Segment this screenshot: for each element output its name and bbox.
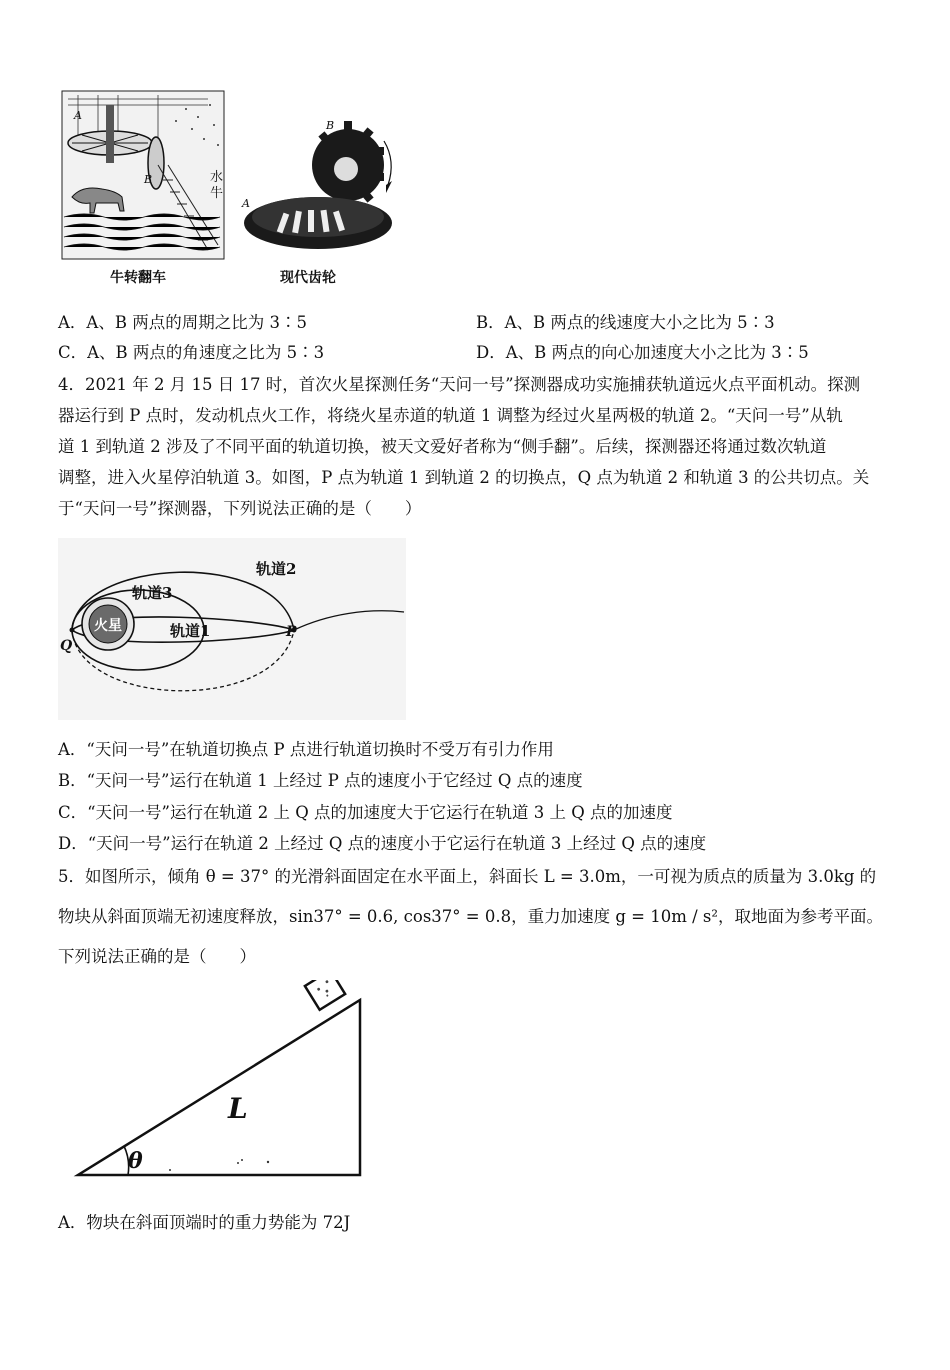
q4-option-c: C．“天问一号”运行在轨道 2 上 Q 点的加速度大于它运行在轨道 3 上 Q 点的加速度: [58, 803, 673, 822]
mars-label: 火星: [94, 618, 122, 634]
q5-incline-diagram: [70, 980, 370, 1180]
q4-stem-line-5: 于“天问一号”探测器，下列说法正确的是（ ）: [58, 499, 422, 518]
q4-stem-line-2: 器运行到 P 点时，发动机点火工作，将绕火星赤道的轨道 1 调整为经过火星两极的轨道 2。“天问一号”从轨: [58, 406, 843, 425]
q4-option-a: A．“天问一号”在轨道切换点 P 点进行轨道切换时不受万有引力作用: [58, 740, 554, 759]
niu-label: 牛: [210, 186, 224, 201]
orbit-1-label: 轨道1: [170, 622, 211, 640]
orbit-2-label: 轨道2: [256, 560, 297, 578]
q4-stem-line-1: 4．2021 年 2 月 15 日 17 时，首次火星探测任务“天问一号”探测器成功实施捕获轨道远火点平面机动。探测: [58, 375, 861, 394]
q4-stem-line-3: 道 1 到轨道 2 涉及了不同平面的轨道切换，被天文爱好者称为“侧手翻”。后续，探测器还将通过数次轨道: [58, 437, 827, 456]
orbit-3-label: 轨道3: [132, 584, 173, 602]
q5-option-a: A．物块在斜面顶端时的重力势能为 72J: [58, 1213, 351, 1232]
q4-orbit-diagram: [58, 538, 406, 720]
ox-water-wheel-caption: 牛转翻车: [110, 270, 166, 286]
sliding-block: [305, 980, 345, 1010]
q4-stem-line-4: 调整，进入火星停泊轨道 3。如图，P 点为轨道 1 到轨道 2 的切换点，Q 点为轨道 2 和轨道 3 的公共切点。关: [58, 468, 870, 487]
ox-water-wheel-illustration: [58, 85, 228, 295]
q5-stem-line-1: 5．如图所示，倾角 θ = 37° 的光滑斜面固定在水平面上，斜面长 L = 3.0m，一可视为质点的质量为 3.0kg 的: [58, 867, 877, 886]
modern-gears-illustration: [236, 85, 398, 295]
q4-option-d: D．“天问一号”运行在轨道 2 上经过 Q 点的速度小于它运行在轨道 3 上经过 Q 点的速度: [58, 834, 707, 853]
incline-triangle: [78, 1000, 360, 1175]
q4-option-b: B．“天问一号”运行在轨道 1 上经过 P 点的速度小于它经过 Q 点的速度: [58, 771, 583, 790]
q3-figure: [58, 85, 398, 295]
gear-point-a-label: A: [74, 109, 82, 122]
shui-label: 水: [210, 170, 224, 185]
gear-point-b-label: B: [144, 173, 153, 186]
incline-length-label: L: [228, 1092, 248, 1125]
q5-stem-line-3: 下列说法正确的是（ ）: [58, 947, 256, 966]
modern-gears-caption: 现代齿轮: [280, 270, 336, 286]
q3-option-a: A．A、B 两点的周期之比为 3∶5: [58, 313, 307, 332]
q3-option-b: B．A、B 两点的线速度大小之比为 5∶3: [476, 313, 775, 332]
q3-option-c: C．A、B 两点的角速度之比为 5∶3: [58, 343, 325, 362]
incline-angle-label: θ: [128, 1148, 143, 1174]
modern-gear-point-b-label: B: [326, 119, 335, 132]
q3-option-d: D．A、B 两点的向心加速度大小之比为 3∶5: [476, 343, 809, 362]
point-p-label: P: [286, 624, 297, 640]
q5-stem-line-2: 物块从斜面顶端无初速度释放，sin37° = 0.6, cos37° = 0.8，重力加速度 g = 10m / s²，取地面为参考平面。: [58, 907, 883, 926]
modern-gear-point-a-label: A: [242, 197, 250, 210]
point-q-label: Q: [60, 638, 73, 654]
